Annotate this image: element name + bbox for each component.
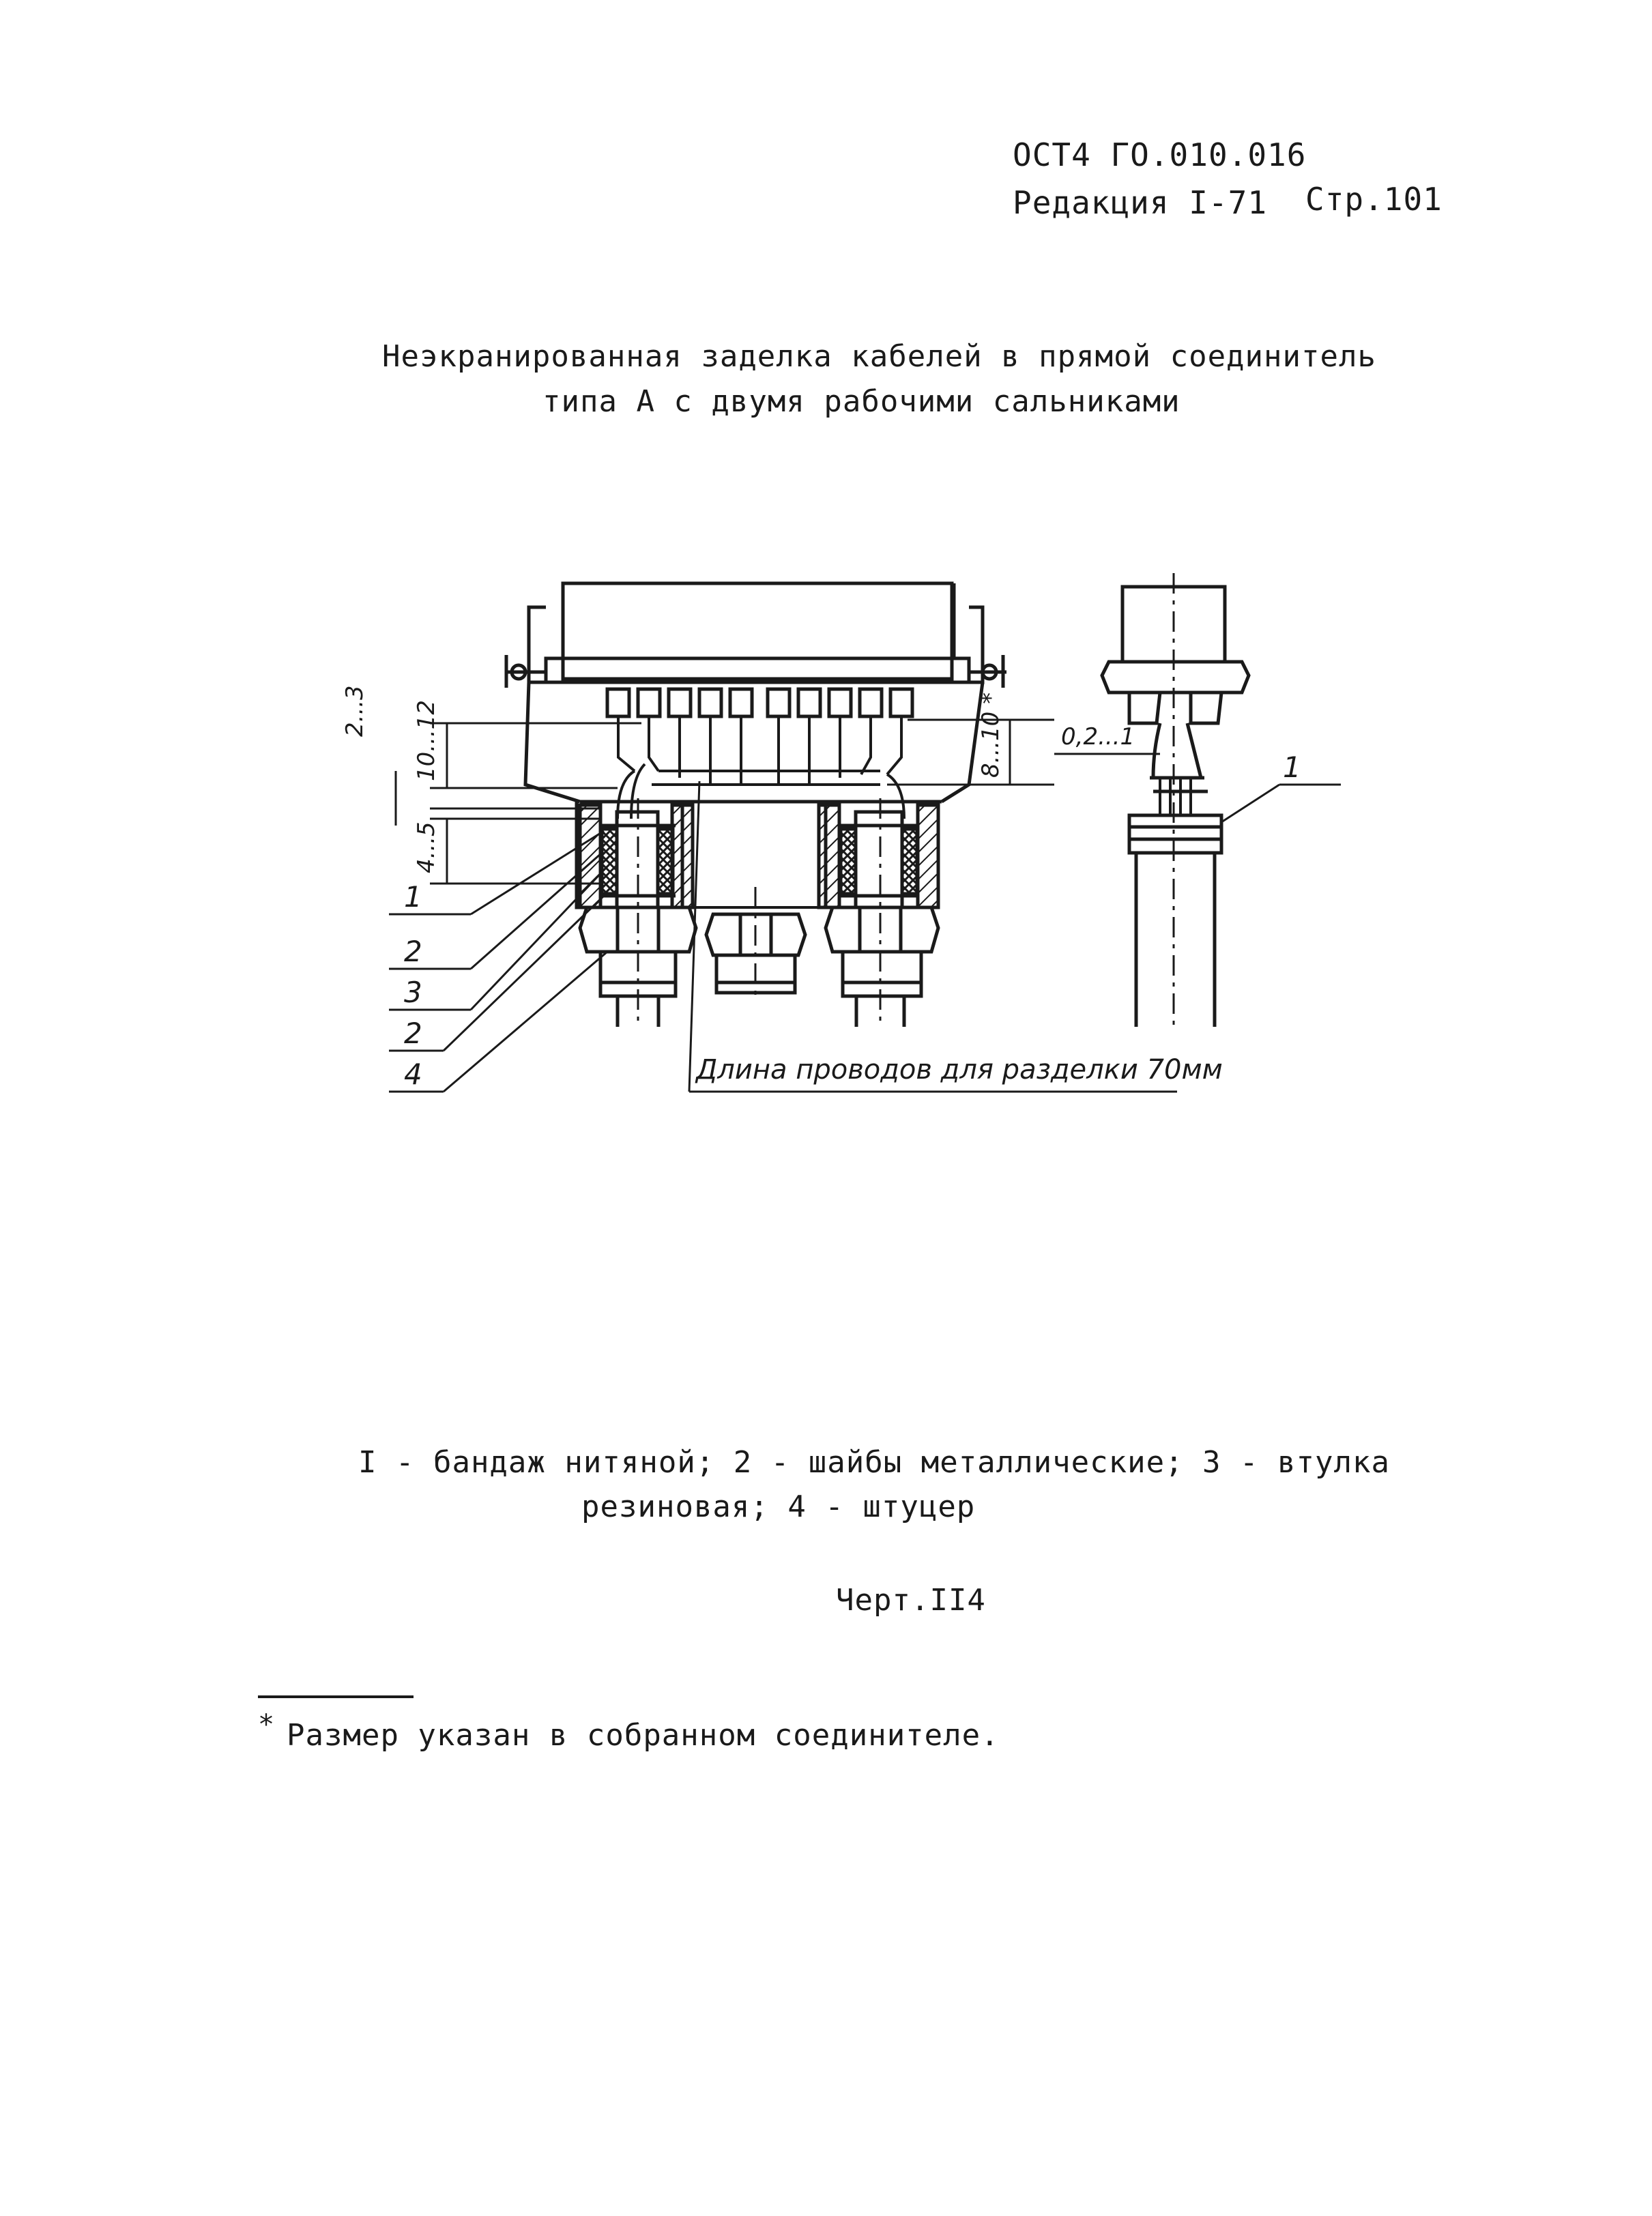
left-rubber-sleeve	[602, 829, 617, 894]
callout-1: 1	[404, 880, 422, 914]
doc-code: ОСТ4 ГО.010.016	[1013, 136, 1307, 173]
connector-top-block	[563, 583, 952, 679]
legend-line2: резиновая; 4 - штуцер	[581, 1489, 976, 1524]
footnote-text: Размер указан в собранном соединителе.	[287, 1718, 1000, 1753]
footnote-marker: *	[258, 1709, 276, 1740]
side-view	[1102, 587, 1249, 1027]
callout-4: 4	[404, 1058, 422, 1091]
wire-length-note: Длина проводов для разделки 70мм	[696, 1054, 1223, 1085]
legend-line1: I - бандаж нитяной; 2 - шайбы металлические; 3 - втулка	[358, 1445, 1390, 1480]
right-nut	[826, 907, 938, 996]
callout-2a: 2	[404, 935, 422, 968]
footnote-rule	[258, 1695, 414, 1698]
edition: Редакция I-71	[1013, 184, 1268, 221]
callout-3: 3	[404, 976, 422, 1009]
page-number: Стр.101	[1305, 181, 1443, 218]
right-rubber-sleeve	[841, 829, 856, 894]
side-cable	[1136, 853, 1215, 1027]
dim-0-2-1: 0,2...1	[1061, 723, 1135, 750]
dim-4-5: 4...5	[413, 821, 440, 873]
figure-label: Черт.II4	[836, 1583, 986, 1618]
dim-10-12: 10...12	[413, 700, 440, 781]
side-thread-bandage	[1129, 815, 1221, 853]
right-callout-leader	[1221, 785, 1279, 822]
callout-2b: 2	[404, 1017, 422, 1050]
contact-pins	[607, 689, 912, 716]
page-title-line2: типа А с двумя рабочими сальниками	[542, 384, 1180, 419]
page-title-line1: Неэкранированная заделка кабелей в прямой соединитель	[382, 339, 1376, 374]
dim-8-10: 8...10 *	[977, 692, 1004, 778]
callout-side-1: 1	[1283, 750, 1301, 784]
dim-2-3: 2...3	[341, 685, 368, 737]
